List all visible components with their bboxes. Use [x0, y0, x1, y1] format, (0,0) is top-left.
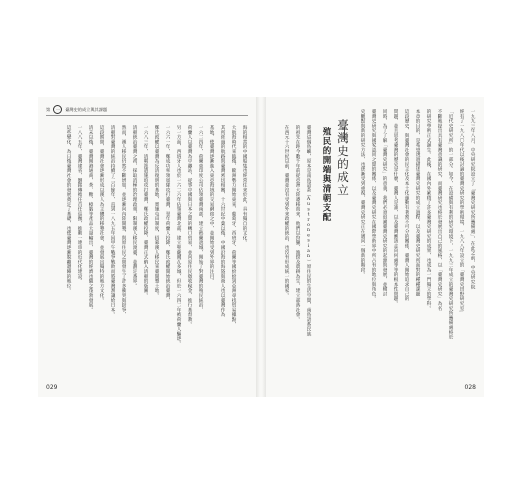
text-column: 大航海時代來臨後，歐洲勢力開始東來，葡萄牙、西班牙、荷蘭等國紛紛到亞洲尋找貿易據點，	[231, 125, 236, 327]
text-column: 這段期間，臺灣社會逐漸形成以漢人為主體的移墾社會，並發展出獨特的地方文化。	[99, 125, 104, 303]
header-rule	[46, 115, 248, 116]
text-column: 清朝統治臺灣之初，採取消極的治理政策，限制漢人移民渡臺，並劃定番界。	[132, 125, 137, 289]
chapter-number-circle: 一	[53, 105, 62, 114]
text-column: 史觀點與新的研究方法，也逐漸受到重視，臺灣史研究正在邁向一個新的階段。	[360, 109, 365, 277]
right-page	[266, 97, 484, 397]
text-column: 鄭氏政權以臺灣為反清復明的基地，實施屯田制度，招募漢人移民來臺開墾土地。	[154, 125, 159, 298]
text-column: 「近代史研究所」的一部分。如今，在設備與有利的研究環境下，一九九三年成立的臺灣史研究所籌備處終於	[448, 109, 453, 340]
text-column: 經有了一九八〇年代以後討論的臺灣史研究的學術環境，一九八八年設立的「臺灣史田野研究室」	[459, 109, 464, 316]
text-column: 的祖先在距今數千年前從亞洲大陸遷移而來，他們以狩獵、漁撈及農耕為生，建立部落社會。	[295, 125, 300, 322]
text-column: 一六二四年，荷蘭東印度公司佔領臺灣南部，建立熱蘭遮城，開始了對臺灣的殖民統治，	[198, 125, 203, 313]
text-column: 這些變化，為日後臺灣社會的發展奠定了基礎，也使臺灣逐漸脫離邊陲的地位。	[66, 125, 71, 293]
text-column: 的研究學術正式誕生。此後，在國內外累積了許多臺灣史研究的成果，也成為一門獨立的學科。	[426, 109, 431, 311]
page-number: 028	[464, 384, 476, 391]
text-column: 荷蘭人以臺灣為中繼站，從事中國與日本之間的轉口貿易，並向原住民徵收稅金、推行基督教。	[187, 125, 192, 327]
book-spread	[38, 97, 484, 397]
text-column: 一九九三年八月，中央研究院設立了「臺灣史研究所籌備處」，在此之前，中央研究院	[470, 109, 475, 290]
text-column: 臺灣這個島嶼，原本是南島語系（Austronesian）原住民的生活空間，南島語系民族	[306, 125, 311, 337]
book-gutter	[256, 97, 266, 397]
text-column: 一八八五年，臺灣建省，劉銘傳擔任首任巡撫，推動一連串的近代化建設。	[77, 125, 82, 284]
text-column: 清朝對臺灣的統治持續了二百餘年，直到一八九五年因甲午戰爭戰敗而將臺灣割讓給日本。	[110, 125, 115, 317]
page-number: 029	[46, 384, 58, 391]
text-column: 一六八三年，清朝派遣施琅攻打臺灣，鄭氏政權投降，臺灣正式納入清朝的版圖。	[143, 125, 148, 298]
text-column: 其所經過的航路與臺灣密切相關，十六世紀中葉以後，中國沿海的海盜與商人也以臺灣作為	[220, 125, 225, 317]
text-column: 臺灣史研究與國家認同之間的關係，以及臺灣史研究在國際學術界中所占有的地位與角色。	[371, 109, 376, 301]
section-heading: 臺灣史的成立	[336, 119, 350, 197]
text-column: 這段歷史，與臺灣社會的民主化及本土化運動有著密不可分的關係，臺灣人開始追求自己的	[404, 109, 409, 301]
text-column: 基地，使臺灣逐漸進入東亞海域的交易網絡之中，並開始受到外界的注目。	[209, 125, 214, 284]
text-column: 海的相當的中國船隻也經常往來於此，具有獨自的文化。	[242, 125, 247, 245]
section-rule	[344, 127, 345, 141]
subsection-heading: 殖民的開端與清朝支配	[321, 127, 331, 222]
text-column: 本章的目的，是希望透過描述臺灣史研究的成立過程，以及臺灣史研究所面對的種種課題	[415, 109, 420, 297]
text-column: 一六六一年，鄭成功率領軍隊攻打臺灣，翌年荷蘭人投降，鄭氏政權開始統治臺灣，	[165, 125, 170, 303]
text-column: 另一方面，西班牙人也於一六二六年佔領臺灣北部，建立聖薩爾瓦多城，但於一六四二年被荷蘭人驅逐。	[176, 125, 181, 346]
text-column: 然而，漢人移民仍然不斷增加，並逐漸向內陸開墾，與原住民之間發生了許多衝突與紛爭，	[121, 125, 126, 317]
running-head	[46, 105, 107, 114]
text-column: 清末以後，臺灣開港通商，茶、糖、樟腦等產品大量輸出，臺灣的經濟也隨之蓬勃發展。	[88, 125, 93, 313]
left-page	[38, 97, 256, 397]
text-column: 同時，為了了解「臺灣史研究」的意義，我們必須追溯臺灣史研究的起源與發展，並檢討	[382, 109, 387, 297]
text-column: 不斷地提出具有臺灣意識的研究，而臺灣研究也終於發展出自己的風格，以「臺灣史研究」為名	[437, 109, 442, 311]
running-head-title: 臺灣史的成立與其課題	[65, 106, 108, 112]
text-column: 在西元十六世紀以前，臺灣並沒有受到外來政權的統治，也沒有形成統一的國家。	[284, 125, 289, 298]
text-column: 問題，並且思考臺灣的歷史是什麼、臺灣人是誰，以及臺灣應該走向何處等等的根本性問題。	[393, 109, 398, 306]
running-head-marker: 第	[46, 106, 51, 112]
